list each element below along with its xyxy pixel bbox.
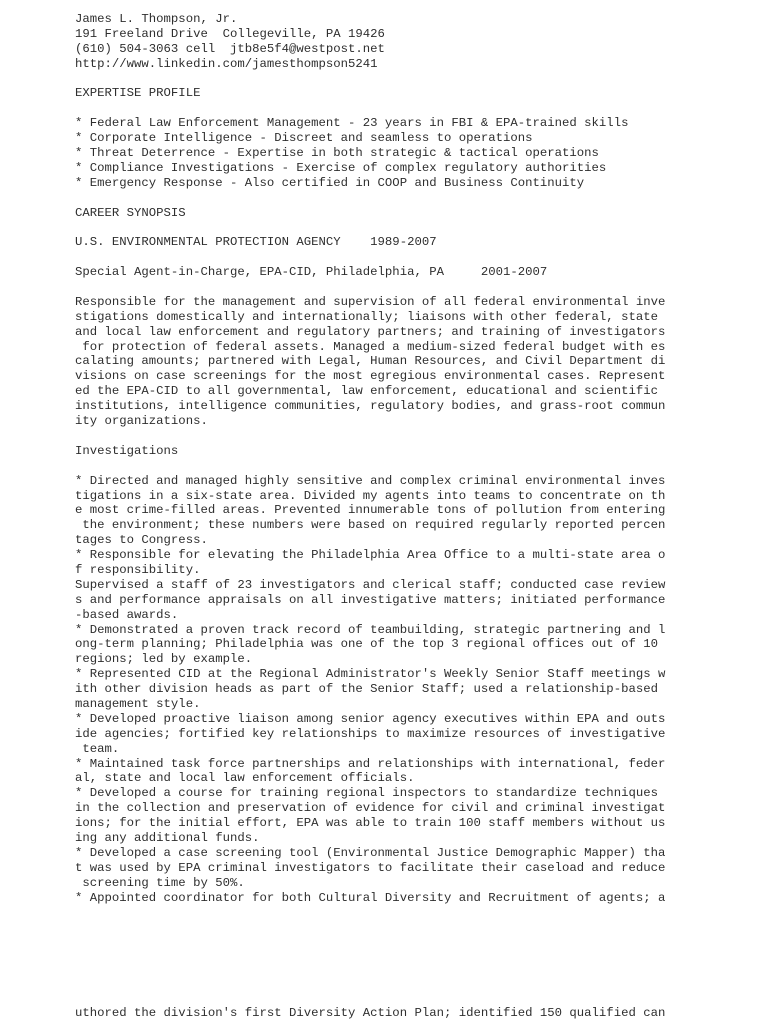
- investigation-line: * Developed a case screening tool (Environmental Justice Demographic Mapper) tha: [75, 845, 666, 860]
- summary-line: ed the EPA-CID to all governmental, law enforcement, educational and scientific: [75, 384, 658, 399]
- investigation-line: in the collection and preservation of evidence for civil and criminal investigat: [75, 801, 666, 816]
- contact-block: [75, 12, 755, 72]
- investigation-line: * Directed and managed highly sensitive and complex criminal environmental inves: [75, 473, 666, 488]
- expertise-item: * Emergency Response - Also certified in COOP and Business Continuity: [75, 175, 585, 190]
- investigation-line: management style.: [75, 696, 201, 711]
- expertise-list: [75, 116, 755, 190]
- contact-url: http://www.linkedin.com/jamesthompson5241: [75, 56, 378, 71]
- career-heading: CAREER SYNOPSIS: [75, 205, 186, 220]
- employer-line: U.S. ENVIRONMENTAL PROTECTION AGENCY 1989-2007: [75, 235, 437, 250]
- investigation-line: t was used by EPA criminal investigators to facilitate their caseload and reduce: [75, 860, 666, 875]
- investigations-subheading: Investigations: [75, 443, 179, 458]
- summary-line: ity organizations.: [75, 414, 208, 429]
- investigation-line: -based awards.: [75, 607, 179, 622]
- expertise-item: * Threat Deterrence - Expertise in both strategic & tactical operations: [75, 146, 599, 161]
- investigation-line: * Represented CID at the Regional Administrator's Weekly Senior Staff meetings w: [75, 667, 666, 682]
- investigation-line: s and performance appraisals on all investigative matters; initiated performance: [75, 592, 666, 607]
- investigation-line: * Developed proactive liaison among senior agency executives within EPA and outs: [75, 711, 666, 726]
- investigation-line: f responsibility.: [75, 562, 201, 577]
- summary-line: for protection of federal assets. Managed a medium-sized federal budget with es: [75, 339, 666, 354]
- investigation-line: ide agencies; fortified key relationships to maximize resources of investigative: [75, 726, 666, 741]
- investigation-line: * Appointed coordinator for both Cultural Diversity and Recruitment of agents; a: [75, 890, 666, 905]
- contact-address: 191 Freeland Drive Collegeville, PA 19426: [75, 26, 385, 41]
- investigations-list: [75, 474, 755, 906]
- expertise-item: * Corporate Intelligence - Discreet and seamless to operations: [75, 131, 533, 146]
- investigation-line: tages to Congress.: [75, 533, 208, 548]
- investigation-line: al, state and local law enforcement officials.: [75, 771, 415, 786]
- expertise-item: * Federal Law Enforcement Management - 23 years in FBI & EPA-trained skills: [75, 116, 629, 131]
- summary-line: institutions, intelligence communities, regulatory bodies, and grass-root commun: [75, 399, 666, 414]
- resume-document: [75, 12, 755, 905]
- investigation-line: regions; led by example.: [75, 652, 253, 667]
- investigation-line: ong-term planning; Philadelphia was one of the top 3 regional offices out of 10: [75, 637, 658, 652]
- investigation-line: ing any additional funds.: [75, 830, 260, 845]
- summary-paragraph: [75, 295, 755, 429]
- investigation-line: e most crime-filled areas. Prevented innumerable tons of pollution from entering: [75, 503, 666, 518]
- contact-phone-email: (610) 504-3063 cell jtb8e5f4@westpost.net: [75, 41, 385, 56]
- investigation-line: * Responsible for elevating the Philadelphia Area Office to a multi-state area o: [75, 548, 666, 563]
- summary-line: Responsible for the management and supervision of all federal environmental inve: [75, 294, 666, 309]
- summary-line: calating amounts; partnered with Legal, Human Resources, and Civil Department di: [75, 354, 666, 369]
- investigation-line: * Demonstrated a proven track record of teambuilding, strategic partnering and l: [75, 622, 666, 637]
- summary-line: visions on case screenings for the most egregious environmental cases. Represent: [75, 369, 666, 384]
- contact-name: James L. Thompson, Jr.: [75, 12, 238, 26]
- investigation-line: * Developed a course for training regional inspectors to standardize techniques: [75, 786, 658, 801]
- investigation-line: Supervised a staff of 23 investigators and clerical staff; conducted case review: [75, 577, 666, 592]
- investigation-line: tigations in a six-state area. Divided my agents into teams to concentrate on th: [75, 488, 666, 503]
- investigation-line: ions; for the initial effort, EPA was able to train 100 staff members without us: [75, 816, 666, 831]
- position-line: Special Agent-in-Charge, EPA-CID, Philadelphia, PA 2001-2007: [75, 265, 548, 280]
- expertise-heading: EXPERTISE PROFILE: [75, 86, 201, 101]
- summary-line: and local law enforcement and regulatory partners; and training of investigators: [75, 324, 666, 339]
- investigation-line: screening time by 50%.: [75, 875, 245, 890]
- summary-line: stigations domestically and internationally; liaisons with other federal, state: [75, 309, 658, 324]
- investigation-line: team.: [75, 741, 120, 756]
- investigation-line: ith other division heads as part of the Senior Staff; used a relationship-based: [75, 682, 658, 697]
- investigation-line: * Maintained task force partnerships and relationships with international, feder: [75, 756, 666, 771]
- expertise-item: * Compliance Investigations - Exercise of complex regulatory authorities: [75, 160, 607, 175]
- page-break-continuation-line: uthored the division's first Diversity Action Plan; identified 150 qualified can: [75, 1006, 666, 1020]
- investigation-line: the environment; these numbers were based on required regularly reported percen: [75, 518, 666, 533]
